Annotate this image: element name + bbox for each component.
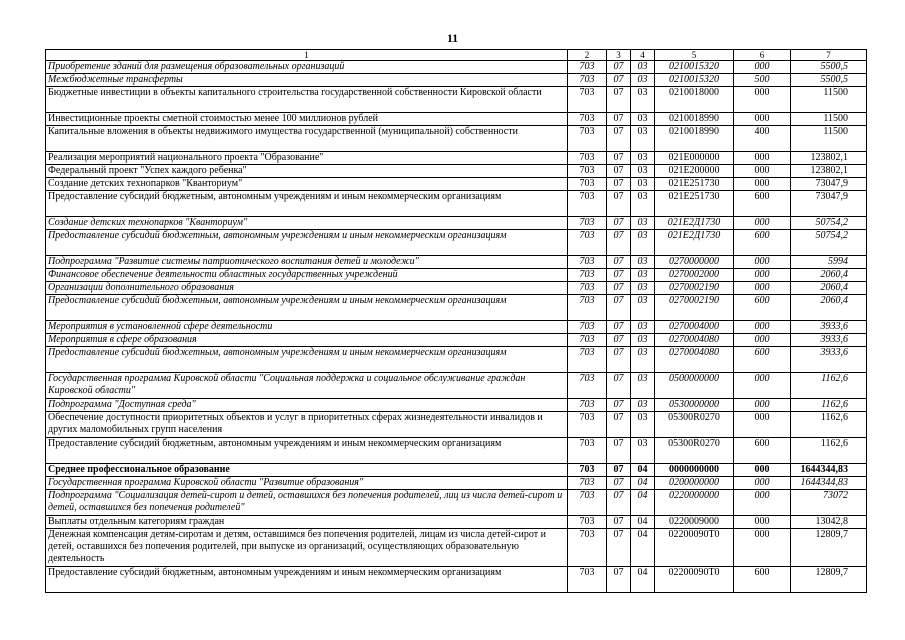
amount-cell: 2060,4 xyxy=(791,295,867,321)
header-cell: 4 xyxy=(631,50,655,61)
table-row xyxy=(46,113,867,126)
target-code-cell: 0210018000 xyxy=(655,87,734,113)
table-row xyxy=(46,217,867,230)
table-row xyxy=(46,230,867,256)
row-name-cell: Создание детских технопарков "Кванториум" xyxy=(46,217,568,230)
subsection-code-cell: 03 xyxy=(631,74,655,87)
header-cell: 6 xyxy=(734,50,791,61)
table-row xyxy=(46,74,867,87)
header-cell: 1 xyxy=(46,50,568,61)
table-row xyxy=(46,61,867,74)
row-name-cell: Федеральный проект "Успех каждого ребенка" xyxy=(46,165,568,178)
subsection-code-cell: 03 xyxy=(631,126,655,152)
ved-code-cell: 703 xyxy=(568,373,607,399)
row-name-cell: Среднее профессиональное образование xyxy=(46,464,568,477)
expense-type-cell: 600 xyxy=(734,438,791,464)
subsection-code-cell: 03 xyxy=(631,165,655,178)
subsection-code-cell: 03 xyxy=(631,347,655,373)
expense-type-cell: 000 xyxy=(734,399,791,412)
section-code-cell: 07 xyxy=(607,373,631,399)
subsection-code-cell: 03 xyxy=(631,282,655,295)
amount-cell: 2060,4 xyxy=(791,282,867,295)
expense-type-cell: 000 xyxy=(734,529,791,567)
ved-code-cell: 703 xyxy=(568,152,607,165)
expense-type-cell: 600 xyxy=(734,567,791,593)
ved-code-cell: 703 xyxy=(568,256,607,269)
subsection-code-cell: 03 xyxy=(631,321,655,334)
ved-code-cell: 703 xyxy=(568,178,607,191)
section-code-cell: 07 xyxy=(607,334,631,347)
ved-code-cell: 703 xyxy=(568,334,607,347)
section-code-cell: 07 xyxy=(607,516,631,529)
section-code-cell: 07 xyxy=(607,282,631,295)
table-row xyxy=(46,347,867,373)
target-code-cell: 021E2Д1730 xyxy=(655,217,734,230)
target-code-cell: 02200090Т0 xyxy=(655,529,734,567)
expense-type-cell: 000 xyxy=(734,373,791,399)
section-code-cell: 07 xyxy=(607,217,631,230)
amount-cell: 73047,9 xyxy=(791,191,867,217)
amount-cell: 11500 xyxy=(791,113,867,126)
ved-code-cell: 703 xyxy=(568,217,607,230)
target-code-cell: 021E251730 xyxy=(655,178,734,191)
target-code-cell: 0000000000 xyxy=(655,464,734,477)
table-row xyxy=(46,567,867,593)
target-code-cell: 0270004080 xyxy=(655,347,734,373)
section-code-cell: 07 xyxy=(607,87,631,113)
ved-code-cell: 703 xyxy=(568,165,607,178)
target-code-cell: 0210015320 xyxy=(655,74,734,87)
target-code-cell: 021E251730 xyxy=(655,191,734,217)
amount-cell: 11500 xyxy=(791,126,867,152)
expense-type-cell: 000 xyxy=(734,321,791,334)
table-row xyxy=(46,412,867,438)
table-row xyxy=(46,282,867,295)
target-code-cell: 0220000000 xyxy=(655,490,734,516)
amount-cell: 3933,6 xyxy=(791,347,867,373)
row-name-cell: Денежная компенсация детям-сиротам и детям, оставшимся без попечения родителей, лицам из числа детей-сирот и детей, оставшихся без попечения родителей, при выпуске из организаций, осуществляющих образовательную деятельность xyxy=(46,529,568,567)
header-cell: 5 xyxy=(655,50,734,61)
ved-code-cell: 703 xyxy=(568,347,607,373)
target-code-cell: 0270004000 xyxy=(655,321,734,334)
amount-cell: 5500,5 xyxy=(791,61,867,74)
amount-cell: 12809,7 xyxy=(791,529,867,567)
expense-type-cell: 000 xyxy=(734,412,791,438)
table-row xyxy=(46,373,867,399)
amount-cell: 1644344,83 xyxy=(791,464,867,477)
target-code-cell: 05300R0270 xyxy=(655,412,734,438)
target-code-cell: 02200090Т0 xyxy=(655,567,734,593)
row-name-cell: Мероприятия в установленной сфере деятельности xyxy=(46,321,568,334)
expense-type-cell: 500 xyxy=(734,74,791,87)
expense-type-cell: 000 xyxy=(734,217,791,230)
ved-code-cell: 703 xyxy=(568,490,607,516)
target-code-cell: 0210015320 xyxy=(655,61,734,74)
target-code-cell: 021E2Д1730 xyxy=(655,230,734,256)
section-code-cell: 07 xyxy=(607,412,631,438)
expense-type-cell: 000 xyxy=(734,477,791,490)
amount-cell: 11500 xyxy=(791,87,867,113)
expense-type-cell: 000 xyxy=(734,87,791,113)
subsection-code-cell: 04 xyxy=(631,516,655,529)
expense-type-cell: 000 xyxy=(734,256,791,269)
row-name-cell: Подпрограмма "Доступная среда" xyxy=(46,399,568,412)
table-row xyxy=(46,269,867,282)
table-row xyxy=(46,438,867,464)
expense-type-cell: 600 xyxy=(734,295,791,321)
header-cell: 7 xyxy=(791,50,867,61)
table-row xyxy=(46,165,867,178)
amount-cell: 50754,2 xyxy=(791,230,867,256)
amount-cell: 2060,4 xyxy=(791,269,867,282)
expense-type-cell: 600 xyxy=(734,191,791,217)
section-code-cell: 07 xyxy=(607,126,631,152)
subsection-code-cell: 03 xyxy=(631,217,655,230)
amount-cell: 50754,2 xyxy=(791,217,867,230)
section-code-cell: 07 xyxy=(607,295,631,321)
subsection-code-cell: 03 xyxy=(631,269,655,282)
section-code-cell: 07 xyxy=(607,191,631,217)
header-cell: 2 xyxy=(568,50,607,61)
subsection-code-cell: 03 xyxy=(631,412,655,438)
table-row xyxy=(46,321,867,334)
section-code-cell: 07 xyxy=(607,399,631,412)
section-code-cell: 07 xyxy=(607,178,631,191)
ved-code-cell: 703 xyxy=(568,87,607,113)
table-row xyxy=(46,490,867,516)
amount-cell: 3933,6 xyxy=(791,334,867,347)
table-row xyxy=(46,516,867,529)
row-name-cell: Предоставление субсидий бюджетным, автономным учреждениям и иным некоммерческим организациям xyxy=(46,347,568,373)
subsection-code-cell: 03 xyxy=(631,152,655,165)
target-code-cell: 05300R0270 xyxy=(655,438,734,464)
subsection-code-cell: 03 xyxy=(631,334,655,347)
subsection-code-cell: 04 xyxy=(631,529,655,567)
row-name-cell: Создание детских технопарков "Кванториум" xyxy=(46,178,568,191)
expense-type-cell: 000 xyxy=(734,334,791,347)
expense-type-cell: 000 xyxy=(734,516,791,529)
row-name-cell: Предоставление субсидий бюджетным, автономным учреждениям и иным некоммерческим организациям xyxy=(46,191,568,217)
subsection-code-cell: 03 xyxy=(631,438,655,464)
section-code-cell: 07 xyxy=(607,230,631,256)
row-name-cell: Обеспечение доступности приоритетных объектов и услуг в приоритетных сферах жизнедеятельности инвалидов и других маломобильных групп населения xyxy=(46,412,568,438)
row-name-cell: Выплаты отдельным категориям граждан xyxy=(46,516,568,529)
table-row xyxy=(46,464,867,477)
amount-cell: 73072 xyxy=(791,490,867,516)
expense-type-cell: 000 xyxy=(734,282,791,295)
expense-type-cell: 000 xyxy=(734,61,791,74)
row-name-cell: Организации дополнительного образования xyxy=(46,282,568,295)
subsection-code-cell: 03 xyxy=(631,61,655,74)
row-name-cell: Предоставление субсидий бюджетным, автономным учреждениям и иным некоммерческим организациям xyxy=(46,295,568,321)
ved-code-cell: 703 xyxy=(568,74,607,87)
row-name-cell: Приобретение зданий для размещения образовательных организаций xyxy=(46,61,568,74)
section-code-cell: 07 xyxy=(607,464,631,477)
target-code-cell: 0500000000 xyxy=(655,373,734,399)
amount-cell: 5994 xyxy=(791,256,867,269)
target-code-cell: 0270002190 xyxy=(655,295,734,321)
table-row xyxy=(46,191,867,217)
expense-type-cell: 600 xyxy=(734,230,791,256)
subsection-code-cell: 03 xyxy=(631,178,655,191)
expense-type-cell: 000 xyxy=(734,152,791,165)
ved-code-cell: 703 xyxy=(568,282,607,295)
subsection-code-cell: 03 xyxy=(631,373,655,399)
amount-cell: 1162,6 xyxy=(791,373,867,399)
amount-cell: 12809,7 xyxy=(791,567,867,593)
subsection-code-cell: 04 xyxy=(631,477,655,490)
header-cell: 3 xyxy=(607,50,631,61)
expense-type-cell: 000 xyxy=(734,178,791,191)
subsection-code-cell: 03 xyxy=(631,256,655,269)
table-row xyxy=(46,399,867,412)
ved-code-cell: 703 xyxy=(568,113,607,126)
target-code-cell: 0210018990 xyxy=(655,126,734,152)
target-code-cell: 021E000000 xyxy=(655,152,734,165)
subsection-code-cell: 03 xyxy=(631,191,655,217)
section-code-cell: 07 xyxy=(607,438,631,464)
ved-code-cell: 703 xyxy=(568,516,607,529)
section-code-cell: 07 xyxy=(607,269,631,282)
row-name-cell: Государственная программа Кировской области "Развитие образования" xyxy=(46,477,568,490)
target-code-cell: 021E200000 xyxy=(655,165,734,178)
subsection-code-cell: 04 xyxy=(631,490,655,516)
amount-cell: 73047,9 xyxy=(791,178,867,191)
section-code-cell: 07 xyxy=(607,567,631,593)
row-name-cell: Капитальные вложения в объекты недвижимого имущества государственной (муниципальной) собственности xyxy=(46,126,568,152)
expense-type-cell: 000 xyxy=(734,113,791,126)
amount-cell: 5500,5 xyxy=(791,74,867,87)
section-code-cell: 07 xyxy=(607,165,631,178)
section-code-cell: 07 xyxy=(607,61,631,74)
row-name-cell: Бюджетные инвестиции в объекты капитального строительства государственной собственности Кировской области xyxy=(46,87,568,113)
target-code-cell: 0220009000 xyxy=(655,516,734,529)
section-code-cell: 07 xyxy=(607,529,631,567)
ved-code-cell: 703 xyxy=(568,230,607,256)
row-name-cell: Инвестиционные проекты сметной стоимостью менее 100 миллионов рублей xyxy=(46,113,568,126)
section-code-cell: 07 xyxy=(607,74,631,87)
amount-cell: 1162,6 xyxy=(791,399,867,412)
expense-type-cell: 000 xyxy=(734,165,791,178)
section-code-cell: 07 xyxy=(607,256,631,269)
ved-code-cell: 703 xyxy=(568,412,607,438)
table-row xyxy=(46,529,867,567)
expense-type-cell: 000 xyxy=(734,490,791,516)
expense-type-cell: 000 xyxy=(734,269,791,282)
ved-code-cell: 703 xyxy=(568,438,607,464)
section-code-cell: 07 xyxy=(607,321,631,334)
budget-table xyxy=(45,49,867,593)
target-code-cell: 0530000000 xyxy=(655,399,734,412)
target-code-cell: 0270004080 xyxy=(655,334,734,347)
subsection-code-cell: 03 xyxy=(631,113,655,126)
section-code-cell: 07 xyxy=(607,152,631,165)
target-code-cell: 0270000000 xyxy=(655,256,734,269)
row-name-cell: Предоставление субсидий бюджетным, автономным учреждениям и иным некоммерческим организациям xyxy=(46,567,568,593)
expense-type-cell: 000 xyxy=(734,464,791,477)
ved-code-cell: 703 xyxy=(568,269,607,282)
amount-cell: 1162,6 xyxy=(791,438,867,464)
table-row xyxy=(46,295,867,321)
amount-cell: 13042,8 xyxy=(791,516,867,529)
target-code-cell: 0270002000 xyxy=(655,269,734,282)
expense-type-cell: 400 xyxy=(734,126,791,152)
row-name-cell: Подпрограмма "Социализация детей-сирот и детей, оставшихся без попечения родителей, лиц из числа детей-сирот и детей, оставшихся без попечения родителей" xyxy=(46,490,568,516)
row-name-cell: Межбюджетные трансферты xyxy=(46,74,568,87)
amount-cell: 123802,1 xyxy=(791,165,867,178)
section-code-cell: 07 xyxy=(607,113,631,126)
table-row xyxy=(46,126,867,152)
subsection-code-cell: 03 xyxy=(631,295,655,321)
ved-code-cell: 703 xyxy=(568,464,607,477)
section-code-cell: 07 xyxy=(607,490,631,516)
amount-cell: 1162,6 xyxy=(791,412,867,438)
ved-code-cell: 703 xyxy=(568,191,607,217)
amount-cell: 123802,1 xyxy=(791,152,867,165)
subsection-code-cell: 03 xyxy=(631,230,655,256)
page-number: 11 xyxy=(446,31,459,45)
row-name-cell: Финансовое обеспечение деятельности областных государственных учреждений xyxy=(46,269,568,282)
table-header-row xyxy=(46,50,867,61)
row-name-cell: Подпрограмма "Развитие системы патриотического воспитания детей и молодежи" xyxy=(46,256,568,269)
table-row xyxy=(46,334,867,347)
amount-cell: 1644344,83 xyxy=(791,477,867,490)
subsection-code-cell: 03 xyxy=(631,87,655,113)
row-name-cell: Мероприятия в сфере образования xyxy=(46,334,568,347)
target-code-cell: 0200000000 xyxy=(655,477,734,490)
section-code-cell: 07 xyxy=(607,347,631,373)
table-row xyxy=(46,477,867,490)
ved-code-cell: 703 xyxy=(568,567,607,593)
row-name-cell: Реализация мероприятий национального проекта "Образование" xyxy=(46,152,568,165)
table-row xyxy=(46,152,867,165)
ved-code-cell: 703 xyxy=(568,477,607,490)
table-row xyxy=(46,178,867,191)
ved-code-cell: 703 xyxy=(568,321,607,334)
target-code-cell: 0270002190 xyxy=(655,282,734,295)
row-name-cell: Государственная программа Кировской области "Социальная поддержка и социальное обслуживание граждан Кировской области" xyxy=(46,373,568,399)
expense-type-cell: 600 xyxy=(734,347,791,373)
amount-cell: 3933,6 xyxy=(791,321,867,334)
section-code-cell: 07 xyxy=(607,477,631,490)
ved-code-cell: 703 xyxy=(568,61,607,74)
budget-table-body xyxy=(46,50,867,593)
subsection-code-cell: 04 xyxy=(631,464,655,477)
table-row xyxy=(46,256,867,269)
target-code-cell: 0210018990 xyxy=(655,113,734,126)
ved-code-cell: 703 xyxy=(568,126,607,152)
subsection-code-cell: 03 xyxy=(631,399,655,412)
ved-code-cell: 703 xyxy=(568,295,607,321)
subsection-code-cell: 04 xyxy=(631,567,655,593)
ved-code-cell: 703 xyxy=(568,399,607,412)
ved-code-cell: 703 xyxy=(568,529,607,567)
row-name-cell: Предоставление субсидий бюджетным, автономным учреждениям и иным некоммерческим организациям xyxy=(46,438,568,464)
table-row xyxy=(46,87,867,113)
row-name-cell: Предоставление субсидий бюджетным, автономным учреждениям и иным некоммерческим организациям xyxy=(46,230,568,256)
